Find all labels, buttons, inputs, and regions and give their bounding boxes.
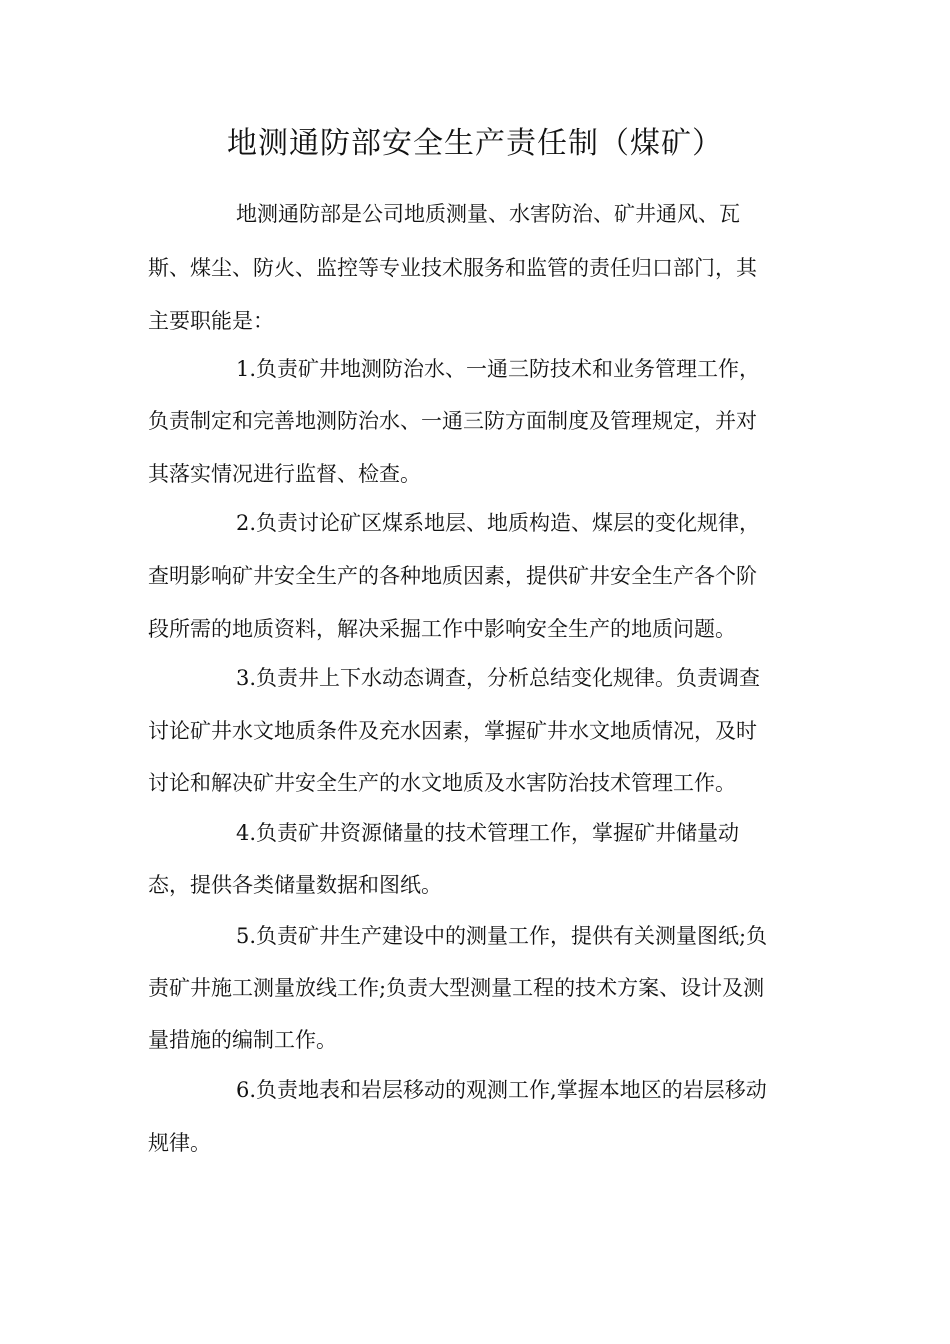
paragraph-2-line-3: 其落实情况进行监督、检查。 [148, 462, 421, 486]
paragraph-4-line-1: 3.负责井上下水动态调查，分析总结变化规律。负责调查 [236, 666, 761, 690]
paragraph-1-line-2: 斯、煤尘、防火、监控等专业技术服务和监管的责任归口部门，其 [148, 256, 757, 280]
paragraph-3-line-1: 2.负责讨论矿区煤系地层、地质构造、煤层的变化规律， [236, 511, 761, 535]
paragraph-5-line-1: 4.负责矿井资源储量的技术管理工作，掌握矿井储量动 [236, 821, 740, 845]
paragraph-3-line-3: 段所需的地质资料，解决采掘工作中影响安全生产的地质问题。 [148, 617, 736, 641]
paragraph-4-line-2: 讨论矿井水文地质条件及充水因素，掌握矿井水文地质情况，及时 [148, 719, 757, 743]
paragraph-7-line-2: 规律。 [148, 1131, 211, 1155]
paragraph-6-line-3: 量措施的编制工作。 [148, 1028, 337, 1052]
document-title: 地测通防部安全生产责任制（煤矿） [227, 126, 723, 161]
paragraph-1-line-1: 地测通防部是公司地质测量、水害防治、矿井通风、瓦 [236, 202, 740, 226]
paragraph-6-line-1: 5.负责矿井生产建设中的测量工作，提供有关测量图纸;负 [236, 924, 768, 948]
paragraph-6-line-2: 责矿井施工测量放线工作;负责大型测量工程的技术方案、设计及测 [148, 976, 765, 1000]
paragraph-4-line-3: 讨论和解决矿井安全生产的水文地质及水害防治技术管理工作。 [148, 771, 736, 795]
paragraph-5-line-2: 态，提供各类储量数据和图纸。 [148, 873, 442, 897]
paragraph-1-line-3: 主要职能是： [148, 309, 274, 333]
paragraph-2-line-1: 1.负责矿井地测防治水、一通三防技术和业务管理工作， [236, 357, 761, 381]
paragraph-2-line-2: 负责制定和完善地测防治水、一通三防方面制度及管理规定，并对 [148, 409, 757, 433]
paragraph-3-line-2: 查明影响矿井安全生产的各种地质因素，提供矿井安全生产各个阶 [148, 564, 757, 588]
paragraph-7-line-1: 6.负责地表和岩层移动的观测工作,掌握本地区的岩层移动 [236, 1078, 767, 1102]
